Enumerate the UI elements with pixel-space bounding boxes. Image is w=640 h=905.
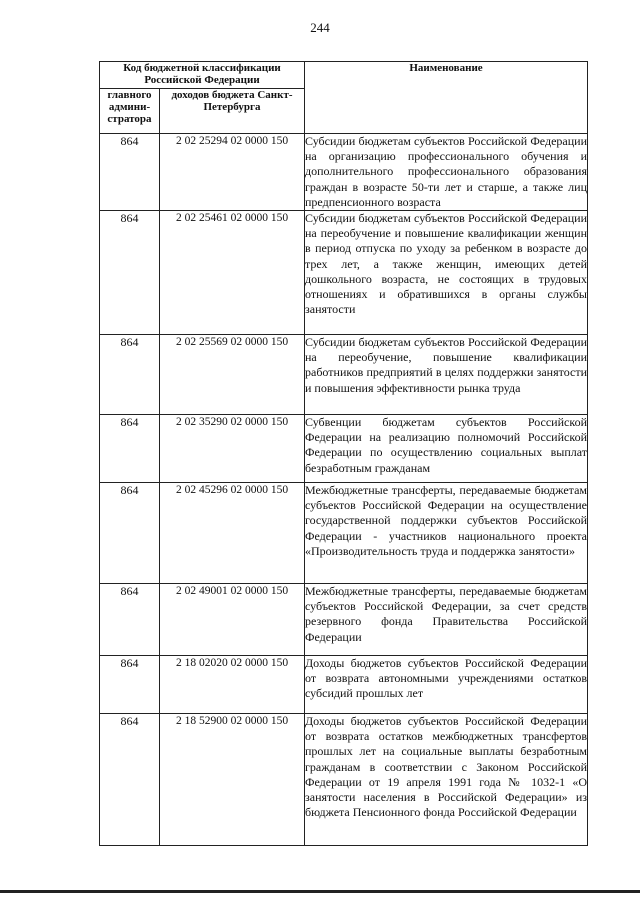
table-row (100, 335, 588, 415)
admin-cell: 864 (100, 714, 160, 846)
admin-cell: 864 (100, 656, 160, 714)
page-number: 244 (310, 20, 330, 35)
name-cell: Межбюджетные трансферты, передаваемые бюджетам субъектов Российской Федерации, за счет средств резервного фонда Правительства Российской Федерации (305, 584, 588, 656)
header-group-label: Код бюджетной классификации Российской Федерации (100, 62, 305, 89)
name-cell: Субсидии бюджетам субъектов Российской Федерации на переобучение и повышение квалификации женщин в период отпуска по уходу за ребенком в возрасте до трех лет, а также женщин, имеющих детей дошкольного возраста, не состоящих в трудовых отношениях и обратившихся в органы службы занятости (305, 211, 588, 335)
admin-cell: 864 (100, 415, 160, 483)
code-cell: 2 02 35290 02 0000 150 (160, 415, 305, 483)
code-cell: 2 18 52900 02 0000 150 (160, 714, 305, 846)
table-row (100, 714, 588, 846)
name-cell: Субсидии бюджетам субъектов Российской Федерации на организацию профессионального обучения и дополнительного профессионального образования граждан в возрасте 50-ти лет и старше, а также лиц предпенсионного возраста (305, 134, 587, 209)
header-code: доходов бюджета Санкт-Петербурга (160, 89, 305, 134)
admin-cell: 864 (100, 483, 160, 584)
table-row (100, 134, 588, 211)
table-row (100, 211, 588, 335)
table-row (100, 483, 588, 584)
table-row (100, 584, 588, 656)
table-row (100, 415, 588, 483)
budget-classification-table (99, 61, 588, 846)
name-cell: Доходы бюджетов субъектов Российской Федерации от возврата остатков межбюджетных трансфертов прошлых лет на социальные выплаты безработным гражданам в соответствии с Законом Российской Федерации от 19 апреля 1991 года № 1032-1 «О занятости населения в Российской Федерации» из бюджета Пенсионного фонда Российской Федерации (305, 714, 588, 846)
admin-cell: 864 (100, 211, 160, 335)
header-name: Наименование (305, 62, 588, 134)
admin-cell: 864 (100, 584, 160, 656)
name-cell: Субвенции бюджетам субъектов Российской Федерации на реализацию полномочий Российской Федерации по осуществлению социальных выплат безработным гражданам (305, 415, 588, 483)
code-cell: 2 02 25569 02 0000 150 (160, 335, 305, 415)
scan-bottom-edge (0, 890, 640, 893)
code-cell: 2 02 49001 02 0000 150 (160, 584, 305, 656)
name-cell: Доходы бюджетов субъектов Российской Федерации от возврата автономными учреждениями остатков субсидий прошлых лет (305, 656, 588, 714)
code-cell: 2 02 25461 02 0000 150 (160, 211, 305, 335)
header-admin: главного админи-стратора (100, 89, 160, 134)
table-row (100, 656, 588, 714)
code-cell: 2 02 25294 02 0000 150 (160, 134, 305, 211)
code-cell: 2 18 02020 02 0000 150 (160, 656, 305, 714)
code-cell: 2 02 45296 02 0000 150 (160, 483, 305, 584)
admin-cell: 864 (100, 335, 160, 415)
name-cell: Субсидии бюджетам субъектов Российской Федерации на переобучение, повышение квалификации работников предприятий в целях поддержки занятости и повышения эффективности рынка труда (305, 335, 588, 415)
name-cell: Межбюджетные трансферты, передаваемые бюджетам субъектов Российской Федерации на осуществление государственной поддержки субъектов Российской Федерации - участников национального проекта «Производительность труда и поддержка занятости» (305, 483, 588, 584)
admin-cell: 864 (100, 134, 160, 211)
